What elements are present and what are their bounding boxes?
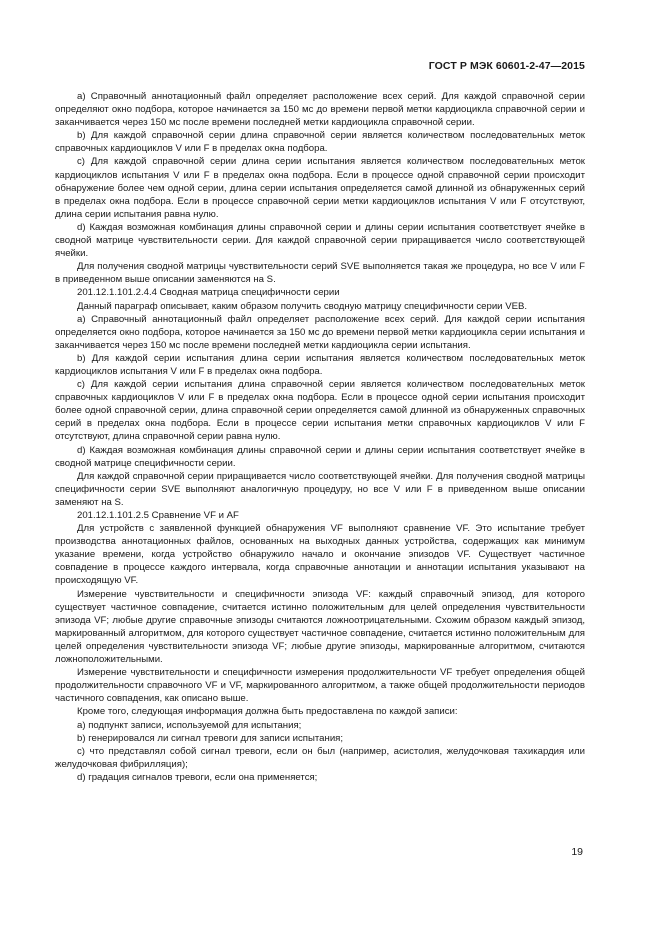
paragraph: Для каждой справочной серии приращивается число соответствующей ячейки. Для получения сводной матрицы специфичности серии SVE выполняют аналогичную процедуру, но все V или F в приведенном выше описании заменяют на S. — [55, 470, 585, 508]
section-heading: 201.12.1.101.2.5 Сравнение VF и AF — [77, 510, 239, 521]
list-item: b) генерировался ли сигнал тревоги для записи испытания; — [77, 732, 344, 744]
paragraph: Для устройств с заявленной функцией обнаружения VF выполняют сравнение VF. Это испытание требует производства аннотационных файлов, основанных на выходных данных устройства, содержащих как минимум указание времени, когда устройство обнаружило начало и окончание эпизодов VF. Существует частичное совпадение в процессе каждого интервала, когда справочные аннотации и аннотации испытания указывают на происходящую VF. — [55, 523, 585, 587]
section-heading: 201.12.1.101.2.4.4 Сводная матрица специфичности серии — [77, 287, 340, 299]
paragraph: b) Для каждой справочной серии длина справочной серии является количеством последовательных меток справочных кардиоциклов V или F в пределах окна подбора. — [55, 130, 585, 155]
paragraph: d) Каждая возможная комбинация длины справочной серии и длины серии испытания соответствует ячейке в сводной матрице специфичности серии. — [55, 444, 585, 469]
paragraph: c) Для каждой справочной серии длина серии испытания является количеством последовательных меток кардиоциклов испытания V или F в пределах окна подбора. Если в процессе одной справочной серии происходит обнаружение более чем одной серии, длина серии испытания определяется самой длинной из обнаруженных серий в пределах окна подбора. Если в процессе справочной серии метки кардиоциклов испытания V или F отсутствуют, длина серии испытания равна нулю. — [55, 156, 585, 220]
paragraph: Измерение чувствительности и специфичности эпизода VF: каждый справочный эпизод, для которого существует частичное совпадение, считается истинно положительным для целей определения чувствительности эпизода VF; любые другие справочные эпизоды считаются ложноотрицательными. Схожим образом каждый эпизод, маркированный алгоритмом, для которого существует частичное совпадение, считается истинно положительным для целей определения чувствительности эпизода VF; любые другие эпизоды, маркированные алгоритмом, считаются ложноположительными. — [55, 588, 585, 666]
list-item: d) градация сигналов тревоги, если она применяется; — [77, 771, 318, 783]
paragraph: d) Каждая возможная комбинация длины справочной серии и длины серии испытания соответствует ячейке в сводной матрице чувствительности серии. Для каждой справочной серии приращивается число соответствующей ячейки. — [55, 221, 585, 260]
paragraph: Измерение чувствительности и специфичности измерения продолжительности VF требует определения общей продолжительности справочного VF и VF, маркированного алгоритмом, а также общей продолжительности периодов частичного совпадения, как описано выше. — [55, 667, 585, 705]
list-item: a) подпункт записи, используемой для испытания; — [77, 719, 302, 731]
paragraph: Данный параграф описывает, каким образом получить сводную матрицу специфичности серии VEB. — [77, 300, 528, 312]
list-item: c) что представлял собой сигнал тревоги, если он был (например, асистолия, желудочковая тахикардия или желудочковая фибрилляция); — [55, 745, 585, 770]
paragraph: Для получения сводной матрицы чувствительности серий SVE выполняется такая же процедура, но все V или F в приведенном выше описании заменяются на S. — [55, 261, 585, 286]
paragraph: b) Для каждой серии испытания длина серии испытания является количеством последовательных меток кардиоциклов испытания V или F в пределах окна подбора. — [55, 352, 585, 377]
page-number: 19 — [571, 846, 583, 858]
paragraph: a) Справочный аннотационный файл определяет расположение всех серий. Для каждой справочной серии определяют окно подбора, которое начинается за 150 мс до времени первой метки кардиоцикла справочной серии и заканчивается через 150 мс после времени последней метки кардиоцикла справочной серии. — [55, 91, 585, 129]
standard-header: ГОСТ Р МЭК 60601-2-47—2015 — [428, 60, 585, 72]
paragraph: c) Для каждой серии испытания длина справочной серии является количеством последовательных меток справочных кардиоциклов V или F в пределах окна подбора. Если в процессе одной серии испытания происходит более одной справочной серии, длина справочной серии определяется самой длинной из обнаруженных справочных серий в пределах окна подбора. Если в процессе серии испытания метки справочных кардиоциклов V или F отсутствуют, длина справочной серии равна нулю. — [55, 379, 585, 443]
paragraph: a) Справочный аннотационный файл определяет расположение всех серий. Для каждой серии испытания определяется окно подбора, которое начинается за 150 мс до времени первой метки кардиоцикла серии испытания и заканчивается через 150 мс после времени последней метки кардиоцикла серии испытания. — [55, 313, 585, 351]
paragraph: Кроме того, следующая информация должна быть предоставлена по каждой записи: — [77, 706, 458, 718]
document-body — [55, 90, 585, 784]
